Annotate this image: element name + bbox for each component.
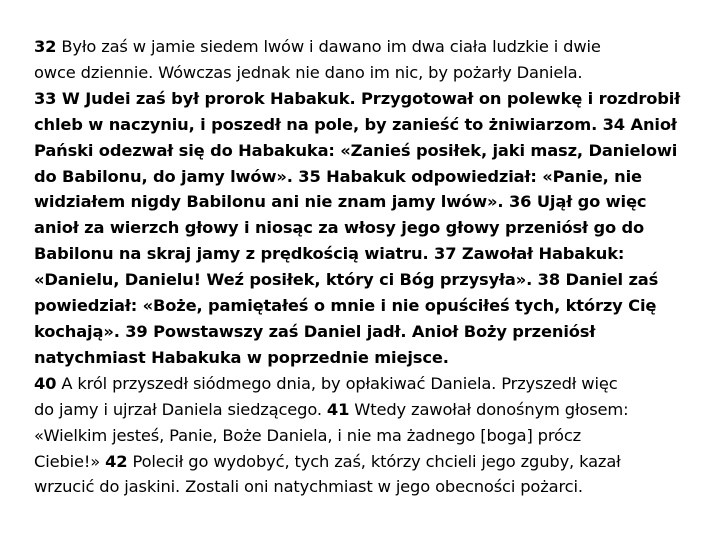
text-line [34, 112, 698, 138]
text-run: Polecił go wydobyć, tych zaś, którzy chcieli jego zguby, kazał [127, 451, 621, 471]
text-line [34, 474, 698, 500]
text-run: wrzucić do jaskini. Zostali oni natychmiast w jego obecności pożarci. [34, 477, 583, 497]
text-run: A król przyszedł siódmego dnia, by opłakiwać Daniela. Przyszedł więc [56, 373, 618, 393]
bold-text-run: 32 [34, 37, 57, 56]
text-line [34, 189, 698, 215]
text-line [34, 164, 698, 190]
text-line [34, 371, 698, 397]
bold-text-run: powiedział: «Boże, pamiętałeś o mnie i nie opuściłeś tych, którzy Cię [34, 296, 657, 316]
text-line [34, 60, 698, 86]
bold-text-run: 42 [105, 451, 128, 471]
text-line [34, 138, 698, 164]
text-run: Ciebie!» [34, 451, 106, 471]
text-line [34, 293, 698, 319]
text-line [34, 34, 698, 60]
bold-text-run: 41 [326, 399, 350, 419]
text-line [34, 397, 698, 423]
text-run: Wtedy zawołał donośnym głosem: [349, 399, 629, 419]
text-line [34, 241, 698, 267]
bold-text-run: «Danielu, Danielu! Weź posiłek, który ci Bóg przysyła». 38 Daniel zaś [34, 270, 659, 290]
bold-text-run: do Babilonu, do jamy lwów». 35 Habakuk odpowiedział: «Panie, nie [34, 166, 642, 186]
scripture-text [34, 34, 698, 500]
text-line [34, 449, 698, 475]
bold-text-run: widziałem nigdy Babilonu ani nie znam jamy lwów». 36 Ujął go więc [34, 192, 647, 212]
text-line [34, 345, 698, 371]
bold-text-run: 33 W Judei zaś był prorok Habakuk. Przygotował on polewkę i rozdrobił [34, 88, 681, 108]
text-run: «Wielkim jesteś, Panie, Boże Daniela, i nie ma żadnego [boga] prócz [34, 425, 582, 445]
bold-text-run: 40 [34, 373, 57, 393]
text-line [34, 423, 698, 449]
text-line [34, 267, 698, 293]
text-line [34, 86, 698, 112]
bold-text-run: chleb w naczyniu, i poszedł na pole, by zanieść to żniwiarzom. 34 Anioł [34, 114, 677, 134]
bold-text-run: kochają». 39 Powstawszy zaś Daniel jadł. Anioł Boży przeniósł [34, 321, 596, 341]
text-run: owce dziennie. Wówczas jednak nie dano im nic, by pożarły Daniela. [34, 62, 583, 82]
bold-text-run: Babilonu na skraj jamy z prędkością wiatru. 37 Zawołał Habakuk: [34, 244, 625, 264]
text-run: do jamy i ujrzał Daniela siedzącego. [34, 399, 327, 419]
text-line [34, 215, 698, 241]
bold-text-run: anioł za wierzch głowy i niosąc za włosy jego głowy przeniósł go do [34, 218, 645, 238]
bold-text-run: natychmiast Habakuka w poprzednie miejsce. [34, 347, 449, 367]
bold-text-run: Pański odezwał się do Habakuka: «Zanieś posiłek, jaki masz, Danielowi [34, 140, 678, 160]
text-run: Było zaś w jamie siedem lwów i dawano im dwa ciała ludzkie i dwie [56, 37, 601, 56]
text-line [34, 319, 698, 345]
